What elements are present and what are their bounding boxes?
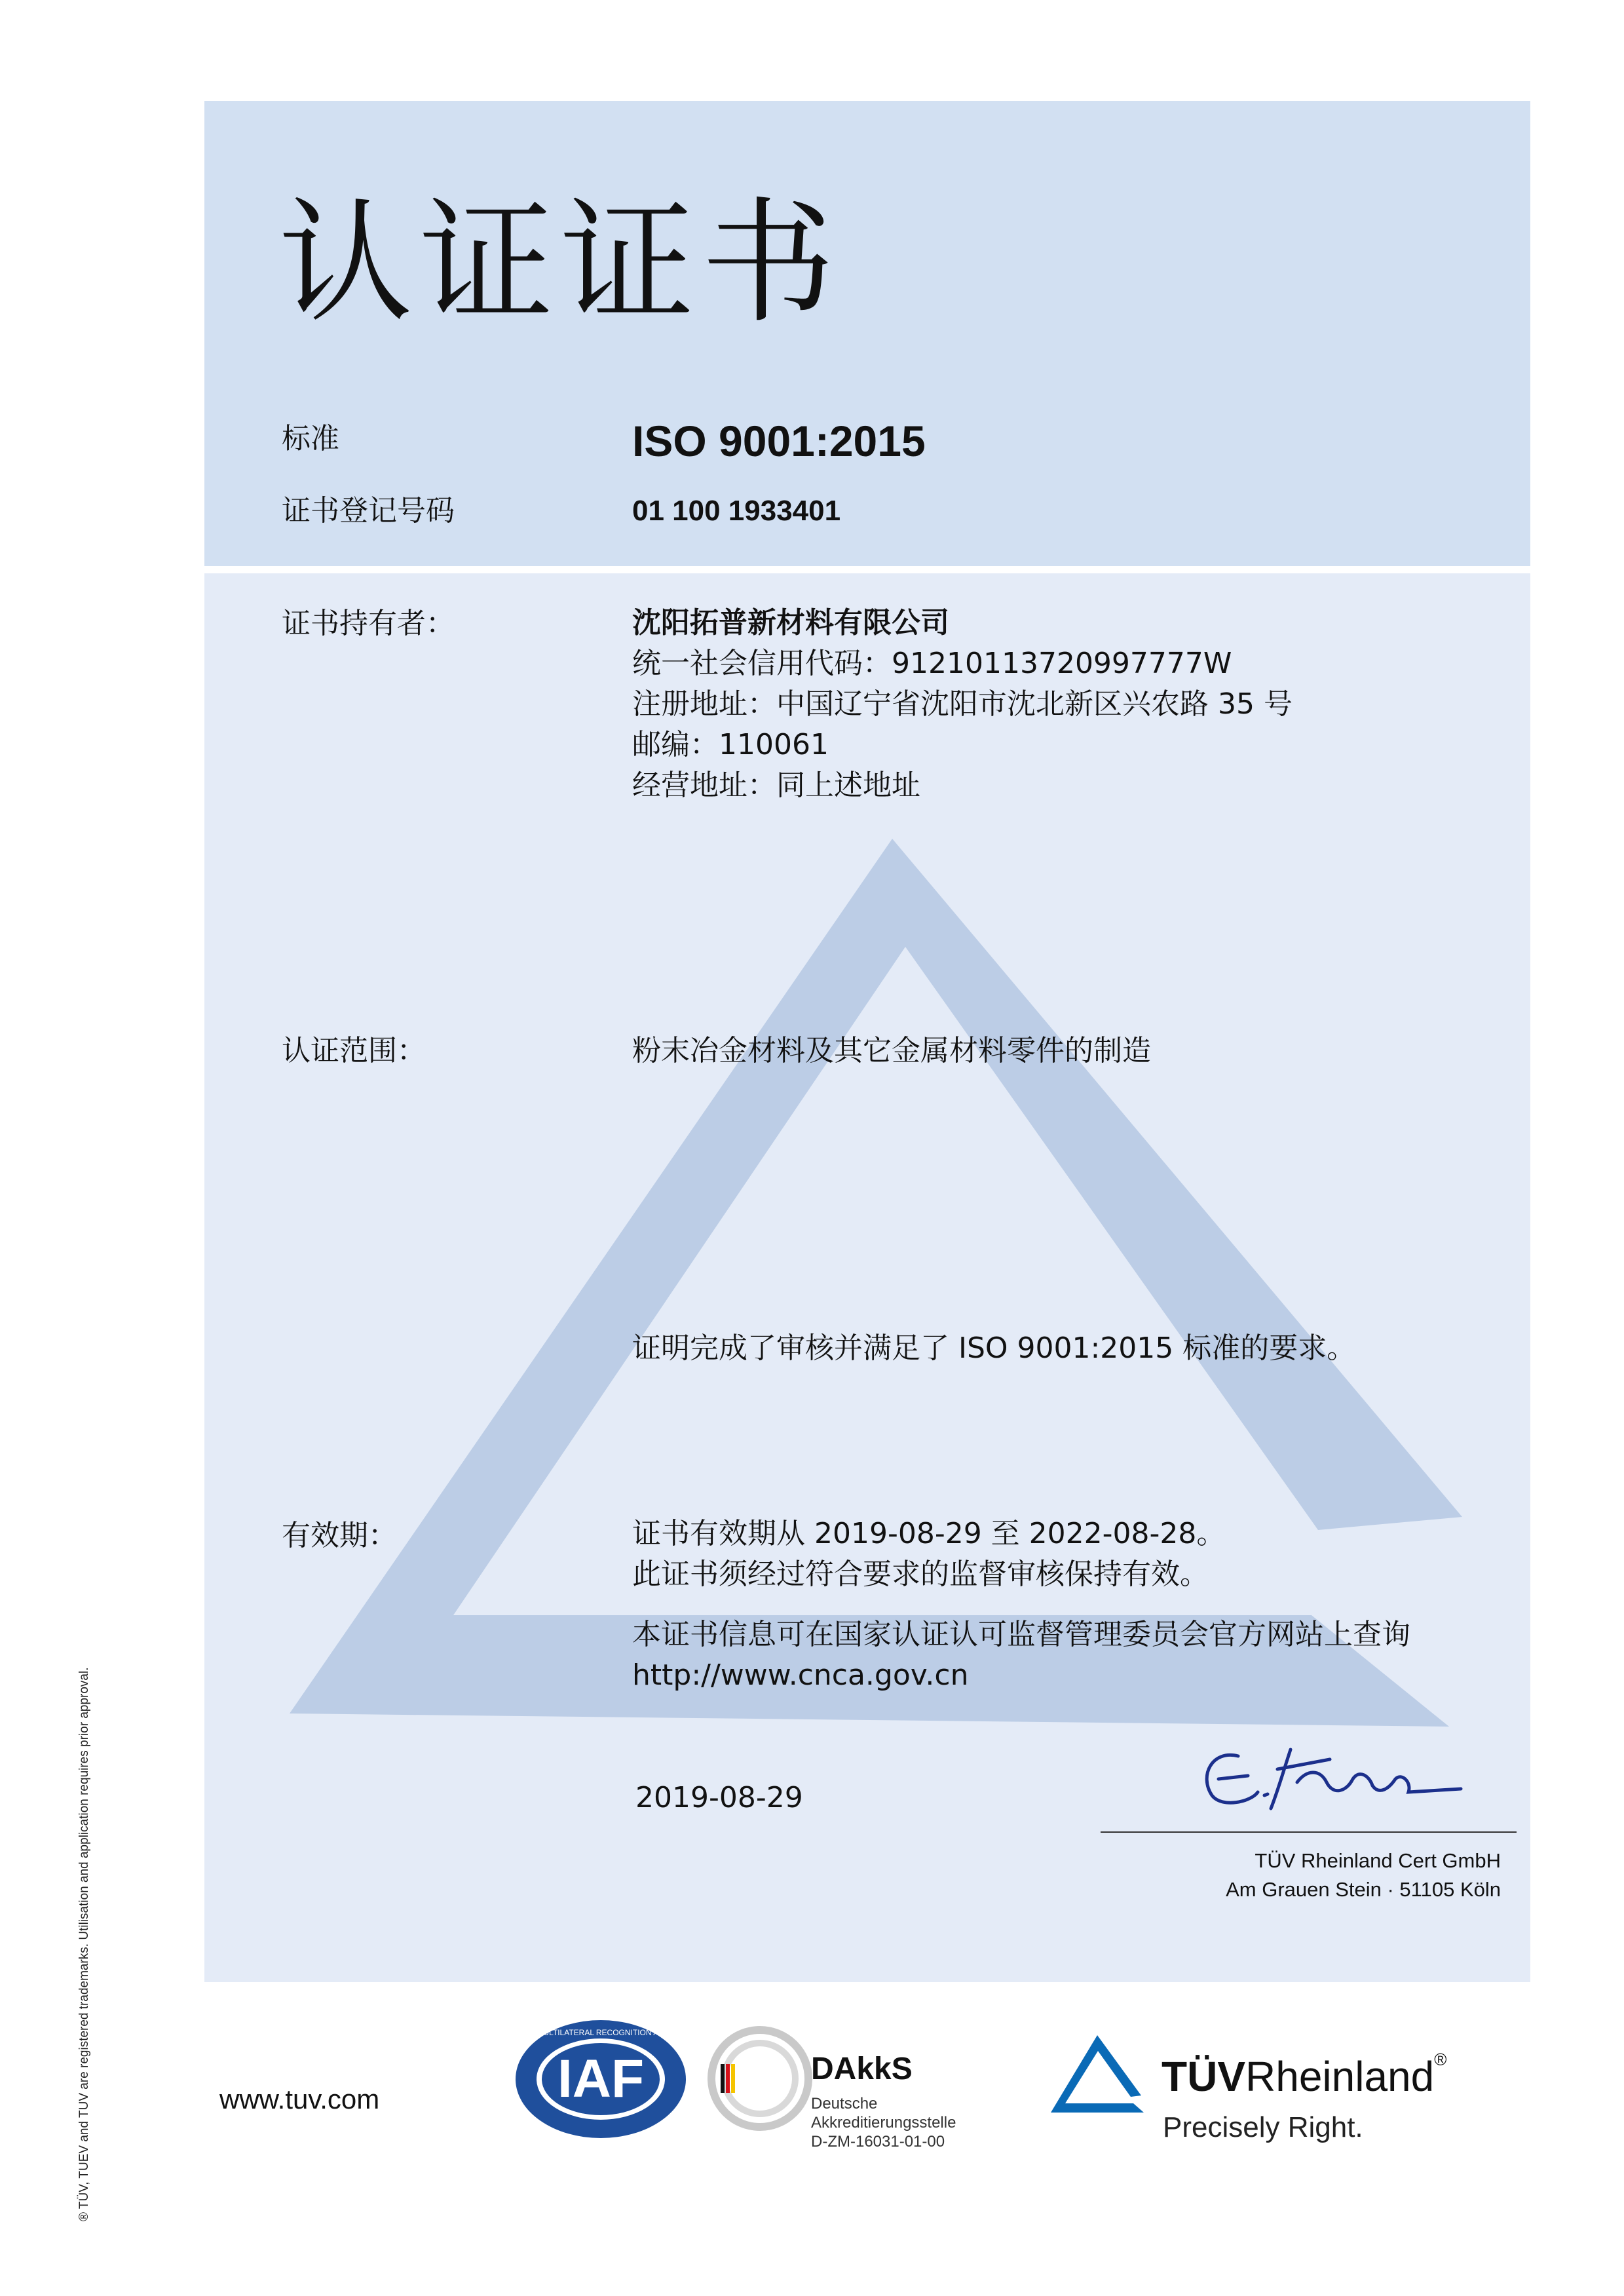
holder-credit-code: 统一社会信用代码：91210113720997777W — [632, 647, 1232, 680]
holder-business-address: 经营地址：同上述地址 — [632, 769, 920, 802]
trademark-note: ® TÜV, TUEV and TUV are registered trademarks. Utilisation and application requires prior approval. — [77, 1667, 91, 2221]
tuv-brand-bold: TÜV — [1161, 2053, 1245, 2100]
validity-condition: 此证书须经过符合要求的监督审核保持有效。 — [632, 1558, 1209, 1591]
signature-line — [1101, 1831, 1517, 1833]
certificate-title: 认证证书 — [278, 185, 842, 341]
tuv-brand-rest: Rheinland — [1245, 2053, 1435, 2100]
validity-label: 有效期： — [282, 1519, 397, 1552]
dakks-line1: Deutsche — [811, 2095, 878, 2113]
cnca-query-note: 本证书信息可在国家认证认可监督管理委员会官方网站上查询 — [632, 1618, 1410, 1651]
issuer-name: TÜV Rheinland Cert GmbH — [1255, 1849, 1501, 1872]
holder-block — [632, 603, 1293, 806]
issuer-info — [1226, 1846, 1501, 1904]
iaf-ring-text: MEMBER OF MULTILATERAL RECOGNITION ARRANGEMENT — [487, 2028, 715, 2037]
signature — [1192, 1730, 1467, 1828]
scope-label: 认证范围： — [282, 1034, 426, 1067]
validity-period: 证书有效期从 2019-08-29 至 2022-08-28。 — [632, 1517, 1226, 1550]
dakks-id: D-ZM-16031-01-00 — [811, 2133, 945, 2151]
validity-block — [632, 1514, 1410, 1696]
website-link[interactable]: www.tuv.com — [219, 2084, 380, 2114]
tuv-slogan: Precisely Right. — [1163, 2111, 1363, 2143]
tuv-triangle-logo — [1048, 2031, 1146, 2116]
holder-address: 注册地址：中国辽宁省沈阳市沈北新区兴农路 35 号 — [632, 687, 1293, 721]
iaf-text: IAF — [557, 2049, 645, 2109]
tuv-rheinland-wordmark — [1161, 2052, 1446, 2101]
issue-date: 2019-08-29 — [635, 1781, 803, 1814]
cnca-url: http://www.cnca.gov.cn — [632, 1658, 969, 1692]
registered-mark: ® — [1434, 2050, 1447, 2069]
holder-postcode: 邮编：110061 — [632, 728, 829, 761]
iaf-logo — [487, 2017, 715, 2141]
scope-value: 粉末冶金材料及其它金属材料零件的制造 — [632, 1034, 1151, 1067]
registration-value: 01 100 1933401 — [632, 495, 841, 527]
dakks-text — [811, 2094, 956, 2151]
registration-label: 证书登记号码 — [282, 494, 455, 527]
holder-name: 沈阳拓普新材料有限公司 — [632, 606, 949, 640]
dakks-emblem — [708, 2019, 812, 2137]
standard-value: ISO 9001:2015 — [632, 417, 926, 465]
standard-label: 标准 — [282, 422, 339, 455]
holder-label: 证书持有者： — [282, 607, 455, 640]
dakks-line2: Akkreditierungsstelle — [811, 2114, 956, 2132]
issuer-address: Am Grauen Stein · 51105 Köln — [1226, 1878, 1501, 1901]
dakks-name: DAkkS — [811, 2052, 913, 2086]
compliance-statement: 证明完成了审核并满足了 ISO 9001:2015 标准的要求。 — [632, 1331, 1356, 1365]
